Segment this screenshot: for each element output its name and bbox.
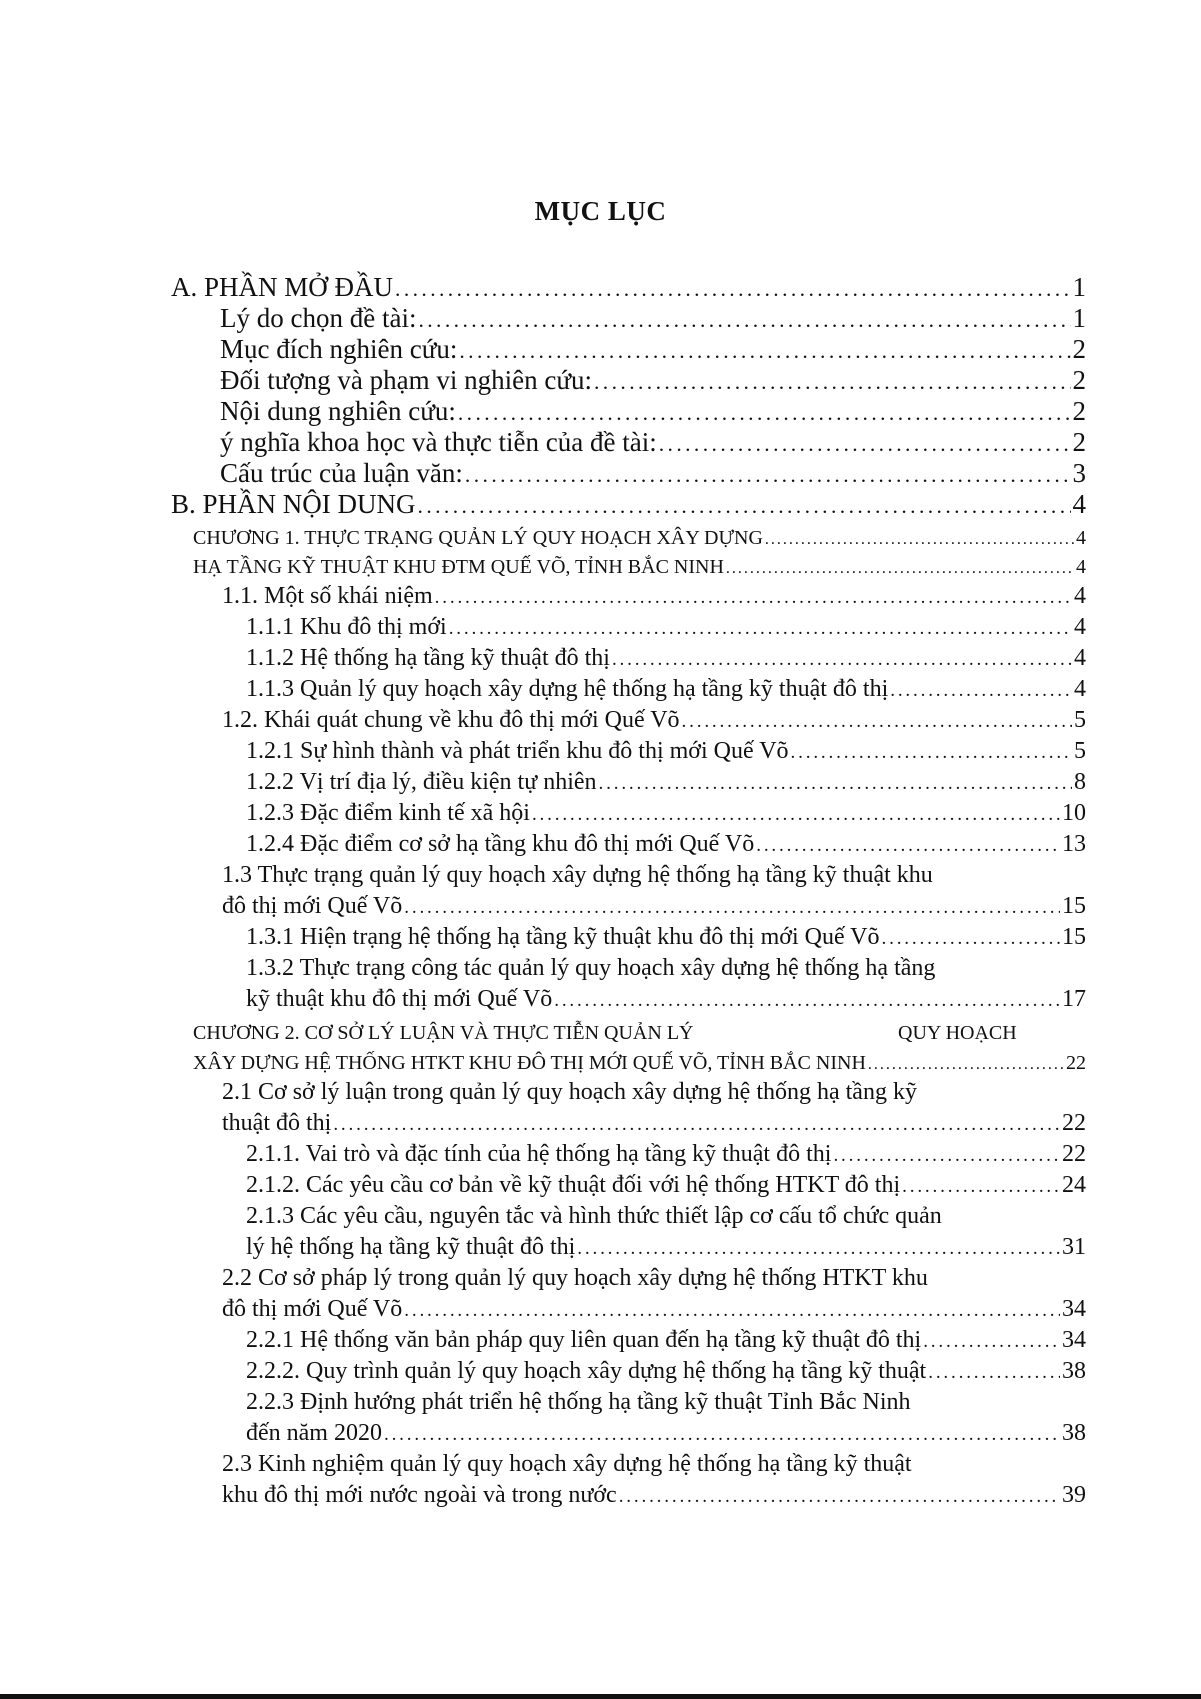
toc-entry[interactable]: đến năm 2020 . . . 38	[246, 1418, 1086, 1448]
toc-entry-chapter-2-line[interactable]: CHƯƠNG 2. CƠ SỞ LÝ LUẬN VÀ THỰC TIỄN QUẢN LÝ	[193, 1022, 694, 1044]
toc-entry[interactable]: 1.2.2 Vị trí địa lý, điều kiện tự nhiên . . . 8	[246, 767, 1086, 797]
toc-entry-part-b[interactable]: B. PHẦN NỘI DUNG . . . 4	[171, 489, 1086, 519]
toc-entry-line[interactable]: 2.1 Cơ sở lý luận trong quản lý quy hoạch xây dựng hệ thống hạ tầng kỹ	[222, 1079, 917, 1105]
page-bottom-edge	[0, 1694, 1201, 1699]
toc-entry[interactable]: lý hệ thống hạ tầng kỹ thuật đô thị . . . 31	[246, 1232, 1086, 1262]
toc-entry[interactable]: 1.2.4 Đặc điểm cơ sở hạ tầng khu đô thị mới Quế Võ . . . 13	[246, 829, 1086, 859]
toc-entry-line[interactable]: 2.2 Cơ sở pháp lý trong quản lý quy hoạch xây dựng hệ thống HTKT khu	[222, 1265, 928, 1291]
toc-entry[interactable]: 1.1.1 Khu đô thị mới . . . 4	[246, 612, 1086, 642]
toc-entry[interactable]: 2.2.2. Quy trình quản lý quy hoạch xây dựng hệ thống hạ tầng kỹ thuật . . . 38	[246, 1356, 1086, 1386]
page-title: MỤC LỤC	[534, 196, 667, 226]
toc-entry[interactable]: 2.1.2. Các yêu cầu cơ bản về kỹ thuật đối với hệ thống HTKT đô thị . . . 24	[246, 1170, 1086, 1200]
toc-entry[interactable]: Nội dung nghiên cứu: . . . 2	[220, 396, 1086, 426]
toc-entry-chapter-2[interactable]: XÂY DỰNG HỆ THỐNG HTKT KHU ĐÔ THỊ MỚI QUẾ VÕ, TỈNH BẮC NINH . . . 22	[193, 1048, 1086, 1078]
toc-entry[interactable]: đô thị mới Quế Võ . . . 15	[222, 891, 1086, 921]
toc-entry-line[interactable]: 2.3 Kinh nghiệm quản lý quy hoạch xây dựng hệ thống hạ tầng kỹ thuật	[222, 1451, 912, 1477]
toc-entry[interactable]: 1.2.1 Sự hình thành và phát triển khu đô thị mới Quế Võ . . . 5	[246, 736, 1086, 766]
toc-entry-line[interactable]: 2.2.3 Định hướng phát triển hệ thống hạ tầng kỹ thuật Tỉnh Bắc Ninh	[246, 1389, 911, 1415]
toc-entry[interactable]: đô thị mới Quế Võ . . . 34	[222, 1294, 1086, 1324]
toc-entry-line[interactable]: 2.1.3 Các yêu cầu, nguyên tắc và hình thức thiết lập cơ cấu tổ chức quản	[246, 1203, 942, 1229]
toc-entry[interactable]: thuật đô thị . . . 22	[222, 1108, 1086, 1138]
toc-entry[interactable]: Mục đích nghiên cứu: . . . 2	[220, 334, 1086, 364]
toc-entry-chapter-1[interactable]: CHƯƠNG 1. THỰC TRẠNG QUẢN LÝ QUY HOẠCH XÂY DỰNG . . . 4	[193, 523, 1086, 553]
toc-entry[interactable]: 1.3.1 Hiện trạng hệ thống hạ tầng kỹ thuật khu đô thị mới Quế Võ . . . 15	[246, 922, 1086, 952]
toc-entry-line[interactable]: 1.3 Thực trạng quản lý quy hoạch xây dựng hệ thống hạ tầng kỹ thuật khu	[222, 862, 933, 888]
toc-entry[interactable]: Đối tượng và phạm vi nghiên cứu: . . . 2	[220, 365, 1086, 395]
toc-entry[interactable]: 1.2.3 Đặc điểm kinh tế xã hội . . . 10	[246, 798, 1086, 828]
toc-entry[interactable]: kỹ thuật khu đô thị mới Quế Võ . . . 17	[246, 984, 1086, 1014]
toc-entry-chapter-2-line[interactable]: QUY HOẠCH	[898, 1022, 1017, 1044]
toc-entry[interactable]: Cấu trúc của luận văn: . . . 3	[220, 458, 1086, 488]
toc-entry[interactable]: 1.1.3 Quản lý quy hoạch xây dựng hệ thống hạ tầng kỹ thuật đô thị . . . 4	[246, 674, 1086, 704]
toc-entry[interactable]: khu đô thị mới nước ngoài và trong nước . . . 39	[222, 1480, 1086, 1510]
toc-entry-part-a[interactable]: A. PHẦN MỞ ĐẦU . . . 1	[171, 272, 1086, 302]
toc-entry[interactable]: ý nghĩa khoa học và thực tiễn của đề tài: . . . 2	[220, 427, 1086, 457]
toc-entry-chapter-1[interactable]: HẠ TẦNG KỸ THUẬT KHU ĐTM QUẾ VÕ, TỈNH BẮC NINH . . . 4	[193, 552, 1086, 582]
toc-entry[interactable]: Lý do chọn đề tài: . . . 1	[220, 303, 1086, 333]
toc-entry[interactable]: 1.1.2 Hệ thống hạ tầng kỹ thuật đô thị . . . 4	[246, 643, 1086, 673]
toc-entry[interactable]: 1.2. Khái quát chung về khu đô thị mới Quế Võ . . . 5	[222, 705, 1086, 735]
toc-entry[interactable]: 2.1.1. Vai trò và đặc tính của hệ thống hạ tầng kỹ thuật đô thị . . . 22	[246, 1139, 1086, 1169]
toc-entry[interactable]: 1.1. Một số khái niệm . . . 4	[222, 581, 1086, 611]
toc-entry-line[interactable]: 1.3.2 Thực trạng công tác quản lý quy hoạch xây dựng hệ thống hạ tầng	[246, 955, 936, 981]
toc-entry[interactable]: 2.2.1 Hệ thống văn bản pháp quy liên quan đến hạ tầng kỹ thuật đô thị . . . 34	[246, 1325, 1086, 1355]
